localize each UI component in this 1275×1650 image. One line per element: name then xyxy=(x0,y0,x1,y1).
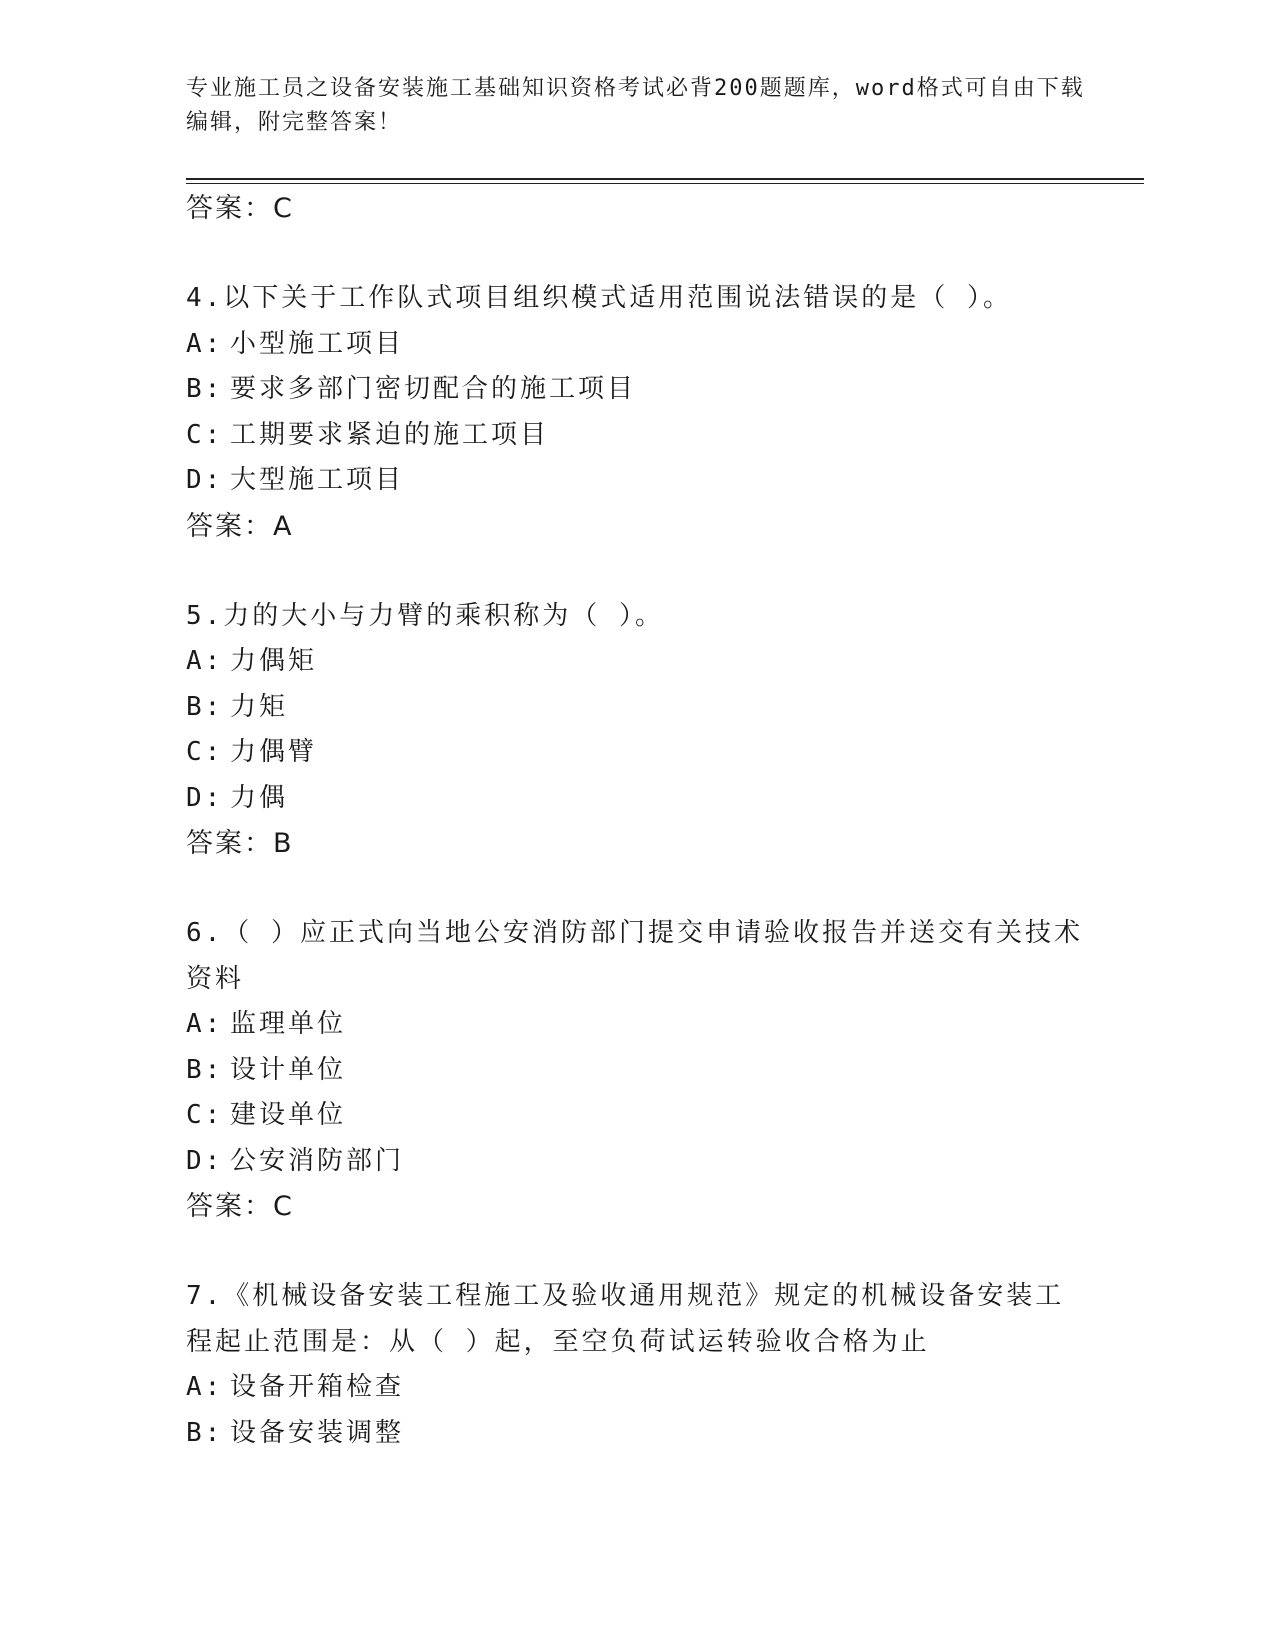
option-label: B: xyxy=(186,1417,224,1448)
answer-value: C xyxy=(273,193,294,224)
option-label: D: xyxy=(186,1145,224,1176)
option-text: 建设单位 xyxy=(230,1100,347,1130)
option-text: 要求多部门密切配合的施工项目 xyxy=(230,374,637,404)
answer-prefix: 答案： xyxy=(186,1191,273,1222)
option-label: D: xyxy=(186,782,224,813)
answer-prefix: 答案： xyxy=(186,193,273,224)
option-label: A: xyxy=(186,1372,224,1402)
option-b xyxy=(186,1048,1086,1094)
answer-line xyxy=(186,821,1086,867)
question-list xyxy=(186,186,1086,1456)
question-text: 5.力的大小与力臂的乘积称为（ ）。 xyxy=(186,600,664,631)
option-text: 设计单位 xyxy=(230,1054,347,1085)
option-c xyxy=(186,413,1086,459)
option-b xyxy=(186,1411,1086,1457)
option-text: 力偶矩 xyxy=(230,646,318,676)
option-text: 设备开箱检查 xyxy=(230,1372,405,1402)
answer-value: C xyxy=(273,1191,294,1222)
answer-value: A xyxy=(273,510,294,542)
option-label: A: xyxy=(186,328,224,359)
option-text: 工期要求紧迫的施工项目 xyxy=(230,419,550,450)
option-a xyxy=(186,1002,1086,1048)
option-label: C: xyxy=(186,1100,224,1130)
option-label: D: xyxy=(186,465,224,495)
question-text: 7.《机械设备安装工程施工及验收通用规范》规定的机械设备安装工程起止范围是：从（ ）起，至空负荷试运转验收合格为止 xyxy=(186,1281,1065,1357)
option-text: 力偶 xyxy=(230,782,289,813)
option-label: A: xyxy=(186,1009,224,1039)
option-d xyxy=(186,1139,1086,1185)
answer-value: B xyxy=(273,828,294,859)
option-a xyxy=(186,322,1086,368)
option-a xyxy=(186,1365,1086,1411)
question-text: 6.（ ）应正式向当地公安消防部门提交申请验收报告并送交有关技术资料 xyxy=(186,918,1083,994)
option-text: 监理单位 xyxy=(230,1009,347,1039)
option-label: C: xyxy=(186,737,224,767)
option-a xyxy=(186,639,1086,685)
question-block xyxy=(186,276,1086,550)
option-b xyxy=(186,685,1086,731)
option-b xyxy=(186,367,1086,413)
option-text: 大型施工项目 xyxy=(230,465,405,495)
option-text: 小型施工项目 xyxy=(230,328,405,359)
option-c xyxy=(186,730,1086,776)
answer-line xyxy=(186,186,1086,232)
question-text: 4.以下关于工作队式项目组织模式适用范围说法错误的是（ ）。 xyxy=(186,283,1012,313)
option-label: C: xyxy=(186,419,224,450)
question-block xyxy=(186,594,1086,868)
option-d xyxy=(186,776,1086,822)
option-text: 力偶臂 xyxy=(230,737,318,767)
option-text: 力矩 xyxy=(230,691,289,722)
option-label: A: xyxy=(186,646,224,676)
header-divider-thin xyxy=(186,183,1144,184)
question-block xyxy=(186,1274,1086,1456)
header-divider-thick xyxy=(186,178,1144,180)
option-text: 设备安装调整 xyxy=(230,1417,405,1448)
option-c xyxy=(186,1093,1086,1139)
answer-prefix: 答案： xyxy=(186,828,273,859)
option-label: B: xyxy=(186,691,224,722)
answer-prefix: 答案： xyxy=(186,510,273,542)
answer-line xyxy=(186,1184,1086,1230)
option-d xyxy=(186,458,1086,504)
answer-line xyxy=(186,504,1086,550)
option-text: 公安消防部门 xyxy=(230,1145,405,1176)
question-block xyxy=(186,911,1086,1230)
option-label: B: xyxy=(186,374,224,404)
page-header: 专业施工员之设备安装施工基础知识资格考试必背200题题库，word格式可自由下载编辑，附完整答案！ xyxy=(186,76,1085,135)
option-label: B: xyxy=(186,1054,224,1085)
